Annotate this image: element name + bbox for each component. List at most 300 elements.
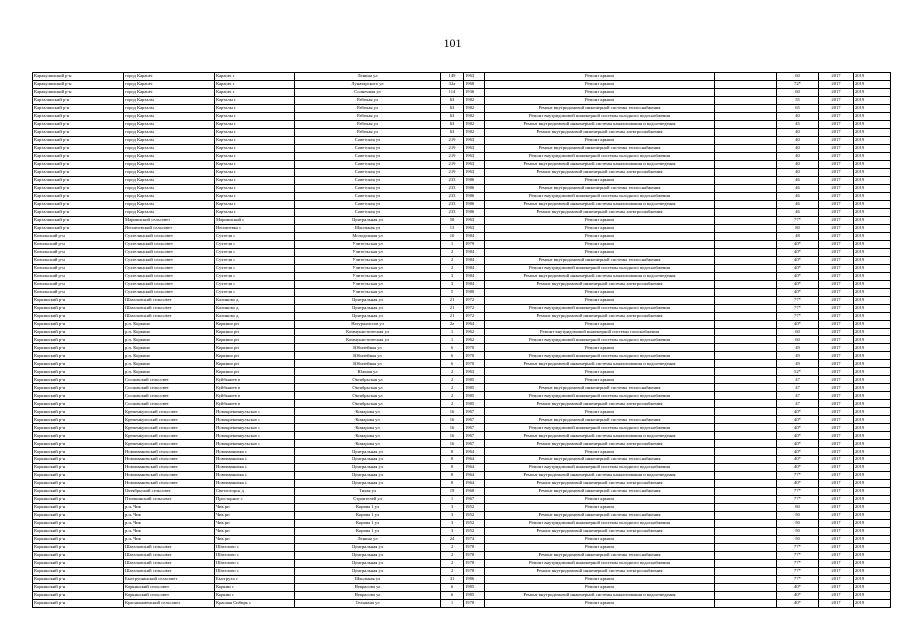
cell-end-year: 2019 <box>854 112 891 120</box>
cell-start-year: 2017 <box>819 152 854 160</box>
cell-build-year: 1978 <box>464 599 485 607</box>
cell-settlement: город Карталы <box>124 200 215 208</box>
cell-duration: 47 <box>777 376 819 384</box>
cell-duration: 77* <box>777 216 819 224</box>
cell-duration: 40* <box>777 264 819 272</box>
cell-house-number: 63 <box>441 128 464 136</box>
cell-duration: 47 <box>777 400 819 408</box>
cell-end-year: 2019 <box>854 480 891 488</box>
cell-settlement: Сосновский сельсовет <box>124 384 215 392</box>
cell-end-year: 2019 <box>854 200 891 208</box>
cell-build-year: 1984 <box>464 256 485 264</box>
cell-duration: 49 <box>777 360 819 368</box>
cell-empty-cell <box>715 400 777 408</box>
cell-work-type: Ремонт внутридомовой инженерной системы теплоснабжения <box>485 552 715 560</box>
cell-build-year: 1982 <box>464 96 485 104</box>
cell-settlement: Быструшинский сельсовет <box>124 576 215 584</box>
cell-empty-cell <box>715 584 777 592</box>
cell-end-year: 2019 <box>854 216 891 224</box>
cell-start-year: 2017 <box>819 472 854 480</box>
cell-work-type: Ремонт крыши <box>485 176 715 184</box>
cell-start-year: 2017 <box>819 520 854 528</box>
cell-district: Коркинский р-н <box>33 560 124 568</box>
cell-build-year: 1964 <box>464 472 485 480</box>
cell-locality: Чик рп <box>215 528 295 536</box>
cell-empty-cell <box>715 488 777 496</box>
cell-house-number: 114 <box>441 88 464 96</box>
cell-empty-cell <box>715 80 777 88</box>
cell-settlement: город Карталы <box>124 104 215 112</box>
cell-district: Коркинский р-н <box>33 376 124 384</box>
cell-work-type: Ремонт внутридомовой инженерной системы теплоснабжения <box>485 384 715 392</box>
cell-locality: Коркино рп <box>215 352 295 360</box>
cell-work-type: Ремонт внутридомовой инженерной системы холодного водоснабжения <box>485 112 715 120</box>
cell-locality: Карталы г <box>215 96 295 104</box>
cell-street: Учительская ул <box>295 272 441 280</box>
cell-work-type: Ремонт внутридомовой инженерной системы канализования и водоотведения <box>485 272 715 280</box>
cell-empty-cell <box>715 504 777 512</box>
cell-locality: Коркино рп <box>215 368 295 376</box>
cell-work-type: Ремонт крыши <box>485 240 715 248</box>
cell-work-type: Ремонт внутридомовой инженерной системы электроснабжения <box>485 480 715 488</box>
cell-start-year: 2017 <box>819 136 854 144</box>
cell-settlement: город Карагач <box>124 73 215 81</box>
cell-house-number: 6 <box>441 344 464 352</box>
cell-work-type: Ремонт внутридомовой инженерной системы электроснабжения <box>485 400 715 408</box>
cell-start-year: 2017 <box>819 464 854 472</box>
cell-settlement: Новоивановский сельсовет <box>124 464 215 472</box>
cell-build-year: 1972 <box>464 296 485 304</box>
cell-empty-cell <box>715 599 777 607</box>
cell-house-number: 2 <box>441 384 464 392</box>
cell-locality: Коркино рп <box>215 336 295 344</box>
cell-end-year: 2019 <box>854 128 891 136</box>
cell-end-year: 2019 <box>854 560 891 568</box>
cell-duration: 40* <box>777 480 819 488</box>
cell-duration: 77* <box>777 576 819 584</box>
cell-build-year: 1984 <box>464 264 485 272</box>
cell-empty-cell <box>715 560 777 568</box>
cell-street: Рабочая ул <box>295 112 441 120</box>
table-row <box>33 176 891 184</box>
cell-work-type: Ремонт внутридомовой инженерной системы канализования и водоотведения <box>485 200 715 208</box>
cell-house-number: 21 <box>441 312 464 320</box>
cell-work-type: Ремонт внутридомовой инженерной системы холодного водоснабжения <box>485 152 715 160</box>
table-row <box>33 416 891 424</box>
cell-start-year: 2017 <box>819 88 854 96</box>
cell-street: Октябрьская ул <box>295 392 441 400</box>
cell-build-year: 1968 <box>464 80 485 88</box>
cell-settlement: Шагаловский сельсовет <box>124 544 215 552</box>
cell-end-year: 2019 <box>854 504 891 512</box>
cell-locality: Сухтели с <box>215 272 295 280</box>
table-row <box>33 480 891 488</box>
cell-build-year: 1978 <box>464 544 485 552</box>
cell-start-year: 2017 <box>819 80 854 88</box>
cell-district: Коркинский р-н <box>33 536 124 544</box>
cell-house-number: 2 <box>441 368 464 376</box>
table-row <box>33 328 891 336</box>
cell-duration: 46 <box>777 184 819 192</box>
cell-empty-cell <box>715 192 777 200</box>
cell-settlement: Новоивановский сельсовет <box>124 456 215 464</box>
cell-empty-cell <box>715 272 777 280</box>
cell-district: Коркинский р-н <box>33 528 124 536</box>
cell-end-year: 2019 <box>854 144 891 152</box>
cell-build-year: 1967 <box>464 416 485 424</box>
cell-district: Коркинский р-н <box>33 488 124 496</box>
cell-district: Коркинский р-н <box>33 448 124 456</box>
cell-end-year: 2019 <box>854 392 891 400</box>
cell-empty-cell <box>715 160 777 168</box>
cell-start-year: 2017 <box>819 184 854 192</box>
cell-duration: 46 <box>777 200 819 208</box>
cell-empty-cell <box>715 456 777 464</box>
cell-duration: 77* <box>777 296 819 304</box>
cell-start-year: 2017 <box>819 400 854 408</box>
cell-street: Центральная ул <box>295 552 441 560</box>
cell-district: Карталинский р-н <box>33 192 124 200</box>
table-row <box>33 320 891 328</box>
cell-district: Карталинский р-н <box>33 96 124 104</box>
table-row <box>33 456 891 464</box>
cell-end-year: 2019 <box>854 448 891 456</box>
cell-locality: Коркин с <box>215 584 295 592</box>
cell-empty-cell <box>715 256 777 264</box>
cell-district: Кизильский р-н <box>33 240 124 248</box>
cell-locality: Куйбышев п <box>215 392 295 400</box>
cell-duration: 46 <box>777 192 819 200</box>
cell-start-year: 2017 <box>819 304 854 312</box>
cell-house-number: 219 <box>441 152 464 160</box>
cell-start-year: 2017 <box>819 192 854 200</box>
cell-end-year: 2019 <box>854 88 891 96</box>
cell-locality: Сухтели с <box>215 240 295 248</box>
cell-house-number: 3 <box>441 512 464 520</box>
cell-work-type: Ремонт крыши <box>485 224 715 232</box>
cell-build-year: 1964 <box>464 480 485 488</box>
cell-street: Натуралистов ул <box>295 320 441 328</box>
table-row <box>33 216 891 224</box>
cell-end-year: 2019 <box>854 256 891 264</box>
cell-duration: 60 <box>777 88 819 96</box>
cell-end-year: 2019 <box>854 240 891 248</box>
cell-end-year: 2019 <box>854 400 891 408</box>
cell-street: Коммунистическая ул <box>295 328 441 336</box>
cell-empty-cell <box>715 224 777 232</box>
cell-locality: Просторное с <box>215 496 295 504</box>
cell-duration: 49 <box>777 352 819 360</box>
cell-work-type: Ремонт внутридомовой инженерной системы холодного водоснабжения <box>485 424 715 432</box>
cell-settlement: Сухтелинский сельсовет <box>124 232 215 240</box>
cell-house-number: 2 <box>441 376 464 384</box>
cell-street: Кирова 1 ул <box>295 504 441 512</box>
cell-end-year: 2019 <box>854 248 891 256</box>
cell-locality: Сухтели с <box>215 288 295 296</box>
cell-duration: 77* <box>777 560 819 568</box>
cell-start-year: 2017 <box>819 568 854 576</box>
cell-settlement: Новоивановский сельсовет <box>124 480 215 488</box>
cell-street: Центральная ул <box>295 216 441 224</box>
cell-empty-cell <box>715 440 777 448</box>
cell-end-year: 2019 <box>854 360 891 368</box>
cell-end-year: 2019 <box>854 520 891 528</box>
cell-locality: Новоивановка с <box>215 464 295 472</box>
table-row <box>33 256 891 264</box>
cell-locality: Коркино рп <box>215 320 295 328</box>
cell-district: Коркинский р-н <box>33 344 124 352</box>
table-row <box>33 472 891 480</box>
cell-end-year: 2019 <box>854 552 891 560</box>
cell-house-number: 219 <box>441 160 464 168</box>
cell-house-number: 3 <box>441 528 464 536</box>
cell-locality: Калиново д <box>215 304 295 312</box>
cell-district: Карталинский р-н <box>33 152 124 160</box>
table-row <box>33 136 891 144</box>
cell-build-year: 1963 <box>464 368 485 376</box>
table-row <box>33 368 891 376</box>
cell-work-type: Ремонт внутридомовой инженерной системы электроснабжения <box>485 280 715 288</box>
table-row <box>33 336 891 344</box>
cell-settlement: Новоивановский сельсовет <box>124 472 215 480</box>
cell-street: Ленина ул <box>295 73 441 81</box>
cell-house-number: 21 <box>441 296 464 304</box>
cell-district: Коркинский р-н <box>33 520 124 528</box>
cell-duration: 77* <box>777 472 819 480</box>
cell-end-year: 2019 <box>854 304 891 312</box>
cell-street: Учительская ул <box>295 248 441 256</box>
cell-work-type: Ремонт внутридомовой инженерной системы электроснабжения <box>485 528 715 536</box>
table-row <box>33 208 891 216</box>
cell-start-year: 2017 <box>819 208 854 216</box>
table-row <box>33 248 891 256</box>
cell-duration: 47 <box>777 392 819 400</box>
cell-locality: Шагалово с <box>215 552 295 560</box>
cell-empty-cell <box>715 472 777 480</box>
cell-locality: Новоивановка с <box>215 456 295 464</box>
table-row <box>33 73 891 81</box>
table-row <box>33 192 891 200</box>
table-row <box>33 360 891 368</box>
cell-locality: Карталы г <box>215 176 295 184</box>
cell-house-number: 2 <box>441 552 464 560</box>
cell-start-year: 2017 <box>819 176 854 184</box>
cell-duration: 60 <box>777 73 819 81</box>
cell-house-number: 8 <box>441 480 464 488</box>
cell-street: Рабочая ул <box>295 96 441 104</box>
cell-locality: Мариинский с <box>215 216 295 224</box>
cell-street: Учительская ул <box>295 264 441 272</box>
cell-duration: 40* <box>777 591 819 599</box>
cell-settlement: город Карталы <box>124 96 215 104</box>
cell-empty-cell <box>715 416 777 424</box>
cell-house-number: 233 <box>441 184 464 192</box>
cell-build-year: 1967 <box>464 432 485 440</box>
cell-locality: Куйбышев п <box>215 400 295 408</box>
cell-empty-cell <box>715 528 777 536</box>
cell-end-year: 2019 <box>854 312 891 320</box>
cell-start-year: 2017 <box>819 360 854 368</box>
cell-street: Центральная ул <box>295 544 441 552</box>
cell-street: Центральная ул <box>295 568 441 576</box>
cell-empty-cell <box>715 120 777 128</box>
cell-build-year: 1980 <box>464 288 485 296</box>
cell-duration: 46 <box>777 176 819 184</box>
cell-district: Коркинский р-н <box>33 504 124 512</box>
cell-house-number: 63 <box>441 120 464 128</box>
cell-build-year: 1982 <box>464 120 485 128</box>
cell-work-type: Ремонт внутридомовой инженерной системы холодного водоснабжения <box>485 464 715 472</box>
cell-settlement: город Карталы <box>124 184 215 192</box>
cell-district: Коркинский р-н <box>33 591 124 599</box>
cell-empty-cell <box>715 112 777 120</box>
cell-settlement: р.п. Коркино <box>124 344 215 352</box>
table-row <box>33 96 891 104</box>
cell-empty-cell <box>715 376 777 384</box>
cell-build-year: 1963 <box>464 160 485 168</box>
table-row <box>33 264 891 272</box>
cell-start-year: 2017 <box>819 560 854 568</box>
cell-duration: 77* <box>777 488 819 496</box>
cell-district: Каракулинский р-н <box>33 73 124 81</box>
cell-start-year: 2017 <box>819 584 854 592</box>
cell-start-year: 2017 <box>819 168 854 176</box>
cell-duration: 50 <box>777 536 819 544</box>
cell-house-number: 6 <box>441 360 464 368</box>
cell-build-year: 1952 <box>464 504 485 512</box>
cell-work-type: Ремонт внутридомовой инженерной системы теплоснабжения <box>485 104 715 112</box>
cell-duration: 40 <box>777 152 819 160</box>
cell-street: Луначарского ул <box>295 80 441 88</box>
cell-end-year: 2019 <box>854 288 891 296</box>
cell-work-type: Ремонт внутридомовой инженерной системы канализования и водоотведения <box>485 360 715 368</box>
cell-empty-cell <box>715 200 777 208</box>
cell-locality: Карталы г <box>215 104 295 112</box>
cell-duration: 60 <box>777 504 819 512</box>
cell-build-year: 1985 <box>464 591 485 599</box>
cell-work-type: Ремонт внутридомовой инженерной системы канализования и водоотведения <box>485 432 715 440</box>
cell-locality: Карталы г <box>215 208 295 216</box>
cell-locality: Карталы г <box>215 136 295 144</box>
cell-district: Коркинский р-н <box>33 368 124 376</box>
cell-empty-cell <box>715 512 777 520</box>
cell-duration: 40* <box>777 288 819 296</box>
cell-duration: 77* <box>777 552 819 560</box>
cell-street: Центральная ул <box>295 560 441 568</box>
table-row <box>33 88 891 96</box>
cell-build-year: 1985 <box>464 376 485 384</box>
cell-settlement: Краснокаменский сельсовет <box>124 599 215 607</box>
cell-duration: 65 <box>777 104 819 112</box>
cell-locality: Новокременкульское с <box>215 424 295 432</box>
cell-house-number: 219 <box>441 168 464 176</box>
cell-street: Кирова 1 ул <box>295 520 441 528</box>
cell-work-type: Ремонт внутридомовой инженерной системы холодного водоснабжения <box>485 352 715 360</box>
cell-settlement: Сосновский сельсовет <box>124 392 215 400</box>
cell-settlement: город Карталы <box>124 208 215 216</box>
cell-duration: 40* <box>777 448 819 456</box>
cell-build-year: 1963 <box>464 144 485 152</box>
cell-street: Некрасова ул <box>295 591 441 599</box>
table-row <box>33 400 891 408</box>
cell-work-type: Ремонт крыши <box>485 584 715 592</box>
cell-duration: 47 <box>777 384 819 392</box>
cell-district: Карталинский р-н <box>33 136 124 144</box>
cell-build-year: 1967 <box>464 424 485 432</box>
cell-locality: Карталы г <box>215 128 295 136</box>
table-row <box>33 232 891 240</box>
cell-empty-cell <box>715 368 777 376</box>
cell-start-year: 2017 <box>819 512 854 520</box>
cell-work-type: Ремонт внутридомовой инженерной системы электроснабжения <box>485 440 715 448</box>
cell-house-number: 2а <box>441 320 464 328</box>
cell-end-year: 2019 <box>854 368 891 376</box>
cell-street: Рабочая ул <box>295 120 441 128</box>
cell-work-type: Ремонт крыши <box>485 136 715 144</box>
cell-locality: Куйбышев п <box>215 384 295 392</box>
cell-settlement: город Карталы <box>124 192 215 200</box>
cell-locality: Чик рп <box>215 536 295 544</box>
cell-build-year: 1985 <box>464 392 485 400</box>
cell-settlement: Кременкульский сельсовет <box>124 432 215 440</box>
cell-street: Комарова ул <box>295 440 441 448</box>
cell-locality: Шагалово с <box>215 568 295 576</box>
cell-empty-cell <box>715 496 777 504</box>
cell-build-year: 1982 <box>464 112 485 120</box>
cell-start-year: 2017 <box>819 224 854 232</box>
cell-start-year: 2017 <box>819 232 854 240</box>
cell-settlement: Шагаловский сельсовет <box>124 304 215 312</box>
table-row <box>33 352 891 360</box>
cell-empty-cell <box>715 424 777 432</box>
cell-work-type: Ремонт крыши <box>485 599 715 607</box>
cell-locality: Карталы г <box>215 144 295 152</box>
table-row <box>33 280 891 288</box>
cell-house-number: 233 <box>441 192 464 200</box>
cell-end-year: 2019 <box>854 488 891 496</box>
cell-start-year: 2017 <box>819 344 854 352</box>
cell-locality: Новоивановка с <box>215 480 295 488</box>
cell-start-year: 2017 <box>819 432 854 440</box>
cell-work-type: Ремонт внутридомовой инженерной системы электроснабжения <box>485 208 715 216</box>
cell-empty-cell <box>715 520 777 528</box>
cell-work-type: Ремонт внутридомовой инженерной системы электроснабжения <box>485 128 715 136</box>
cell-duration: 40* <box>777 464 819 472</box>
cell-street: Комарова ул <box>295 408 441 416</box>
cell-locality: Новокременкульское с <box>215 432 295 440</box>
cell-work-type: Ремонт внутридомовой инженерной системы холодного водоснабжения <box>485 192 715 200</box>
cell-district: Каракулинский р-н <box>33 80 124 88</box>
cell-street: Кирова 1 ул <box>295 512 441 520</box>
cell-district: Кизильский р-н <box>33 288 124 296</box>
cell-locality: Куйбышев п <box>215 376 295 384</box>
cell-empty-cell <box>715 536 777 544</box>
cell-house-number: 16 <box>441 408 464 416</box>
cell-locality: Коркино рп <box>215 328 295 336</box>
cell-house-number: 63 <box>441 112 464 120</box>
cell-work-type: Ремонт внутридомовой инженерной системы холодного водоснабжения <box>485 520 715 528</box>
cell-build-year: 1984 <box>464 280 485 288</box>
cell-locality: Чик рп <box>215 504 295 512</box>
cell-end-year: 2019 <box>854 456 891 464</box>
cell-house-number: 6 <box>441 591 464 599</box>
cell-end-year: 2019 <box>854 416 891 424</box>
cell-house-number: 149 <box>441 73 464 81</box>
cell-work-type: Ремонт внутридомовой инженерной системы холодного водоснабжения <box>485 264 715 272</box>
cell-start-year: 2017 <box>819 376 854 384</box>
cell-work-type: Ремонт крыши <box>485 80 715 88</box>
cell-duration: 40 <box>777 128 819 136</box>
